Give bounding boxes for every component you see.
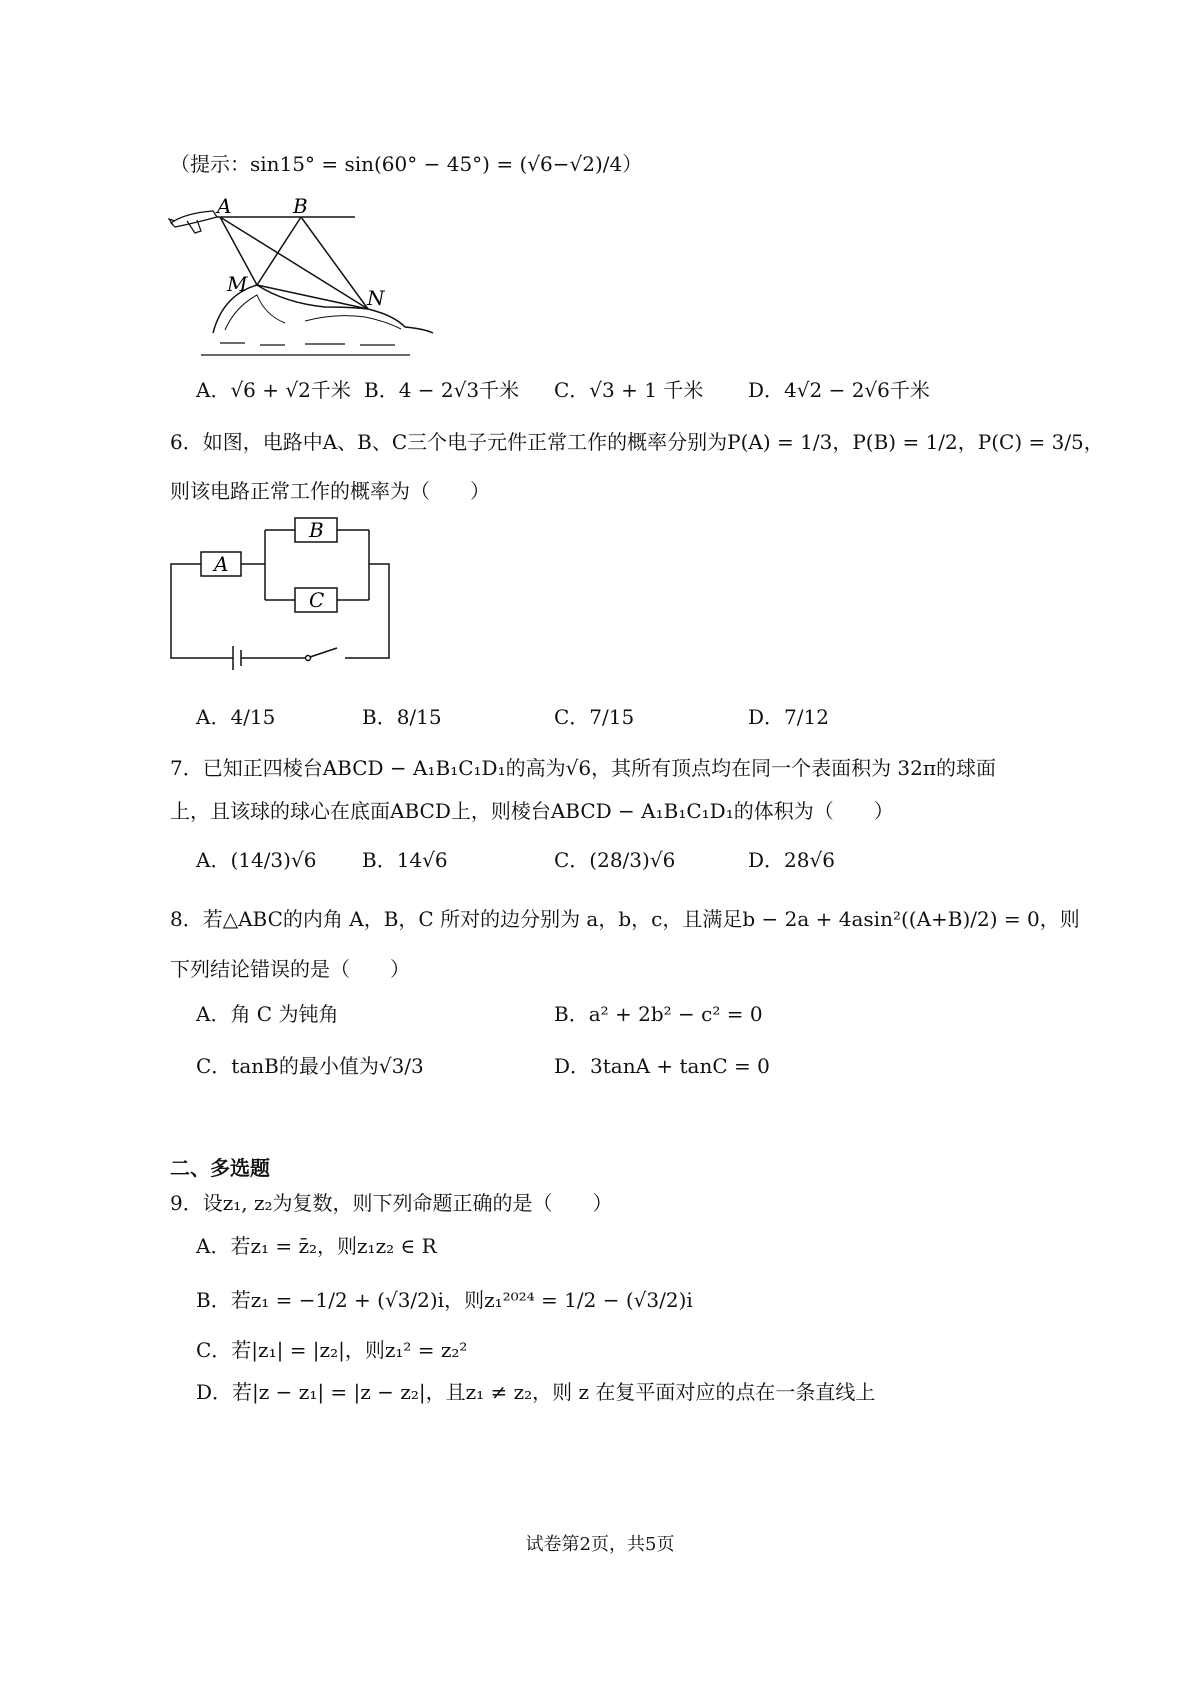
label-n: N [367, 286, 385, 310]
q9-line1: 9．设z₁, z₂为复数，则下列命题正确的是（ ） [170, 1191, 613, 1215]
q5-option-c: C．√3 + 1 千米 [554, 378, 704, 402]
q9-option-a: A．若z₁ = z̄₂，则z₁z₂ ∈ R [196, 1234, 437, 1258]
q9-option-d: D．若|z − z₁| = |z − z₂|，且z₁ ≠ z₂，则 z 在复平面对应的点在一条直线上 [196, 1380, 876, 1404]
q7-line1: 7．已知正四棱台ABCD − A₁B₁C₁D₁的高为√6，其所有顶点均在同一个表面积为 32π的球面 [170, 756, 997, 780]
q8-line2: 下列结论错误的是（ ） [170, 957, 410, 981]
label-m: M [227, 272, 248, 296]
q6-option-d: D．7/12 [748, 705, 829, 729]
q5-option-b: B．4 − 2√3千米 [364, 378, 520, 402]
airplane-icon [169, 211, 217, 233]
q6-line1: 6．如图，电路中A、B、C三个电子元件正常工作的概率分别为P(A) = 1/3，P(B) = 1/2，P(C) = 3/5， [170, 430, 1104, 454]
circuit-label-b: B [309, 518, 324, 542]
q6-option-a: A．4/15 [196, 705, 276, 729]
q7-option-c: C．(28/3)√6 [554, 848, 676, 872]
circuit-label-c: C [309, 588, 325, 612]
circuit-figure [165, 510, 405, 670]
q8-line1: 8．若△ABC的内角 A，B，C 所对的边分别为 a，b，c，且满足b − 2a + 4asin²((A+B)/2) = 0，则 [170, 907, 1080, 931]
q7-line2: 上，且该球的球心在底面ABCD上，则棱台ABCD − A₁B₁C₁D₁的体积为（ ） [170, 799, 894, 823]
label-b: B [293, 195, 308, 218]
q7-option-d: D．28√6 [748, 848, 835, 872]
hint-line: （提示：sin15° = sin(60° − 45°) = (√6−√2)/4） [170, 152, 643, 176]
q7-option-a: A．(14/3)√6 [196, 848, 317, 872]
section-title: 二、多选题 [170, 1156, 270, 1180]
q9-option-b: B．若z₁ = −1/2 + (√3/2)i，则z₁²⁰²⁴ = 1/2 − (√3/2)i [196, 1288, 693, 1312]
label-a: A [217, 195, 232, 218]
q8-option-d: D．3tanA + tanC = 0 [554, 1054, 770, 1078]
q8-option-c: C．tanB的最小值为√3/3 [196, 1054, 424, 1078]
q6-option-c: C．7/15 [554, 705, 635, 729]
q5-option-d: D．4√2 − 2√6千米 [748, 378, 930, 402]
q5-option-a: A．√6 + √2千米 [196, 378, 351, 402]
q6-option-b: B．8/15 [362, 705, 442, 729]
q8-option-b: B．a² + 2b² − c² = 0 [554, 1002, 763, 1026]
q8-option-a: A．角 C 为钝角 [196, 1002, 339, 1026]
circuit-label-a: A [214, 552, 229, 576]
q9-option-c: C．若|z₁| = |z₂|，则z₁² = z₂² [196, 1338, 468, 1362]
mountain-figure [165, 195, 465, 365]
page-footer: 试卷第2页，共5页 [525, 1534, 675, 1555]
q6-line2: 则该电路正常工作的概率为（ ） [170, 479, 490, 503]
q7-option-b: B．14√6 [362, 848, 448, 872]
